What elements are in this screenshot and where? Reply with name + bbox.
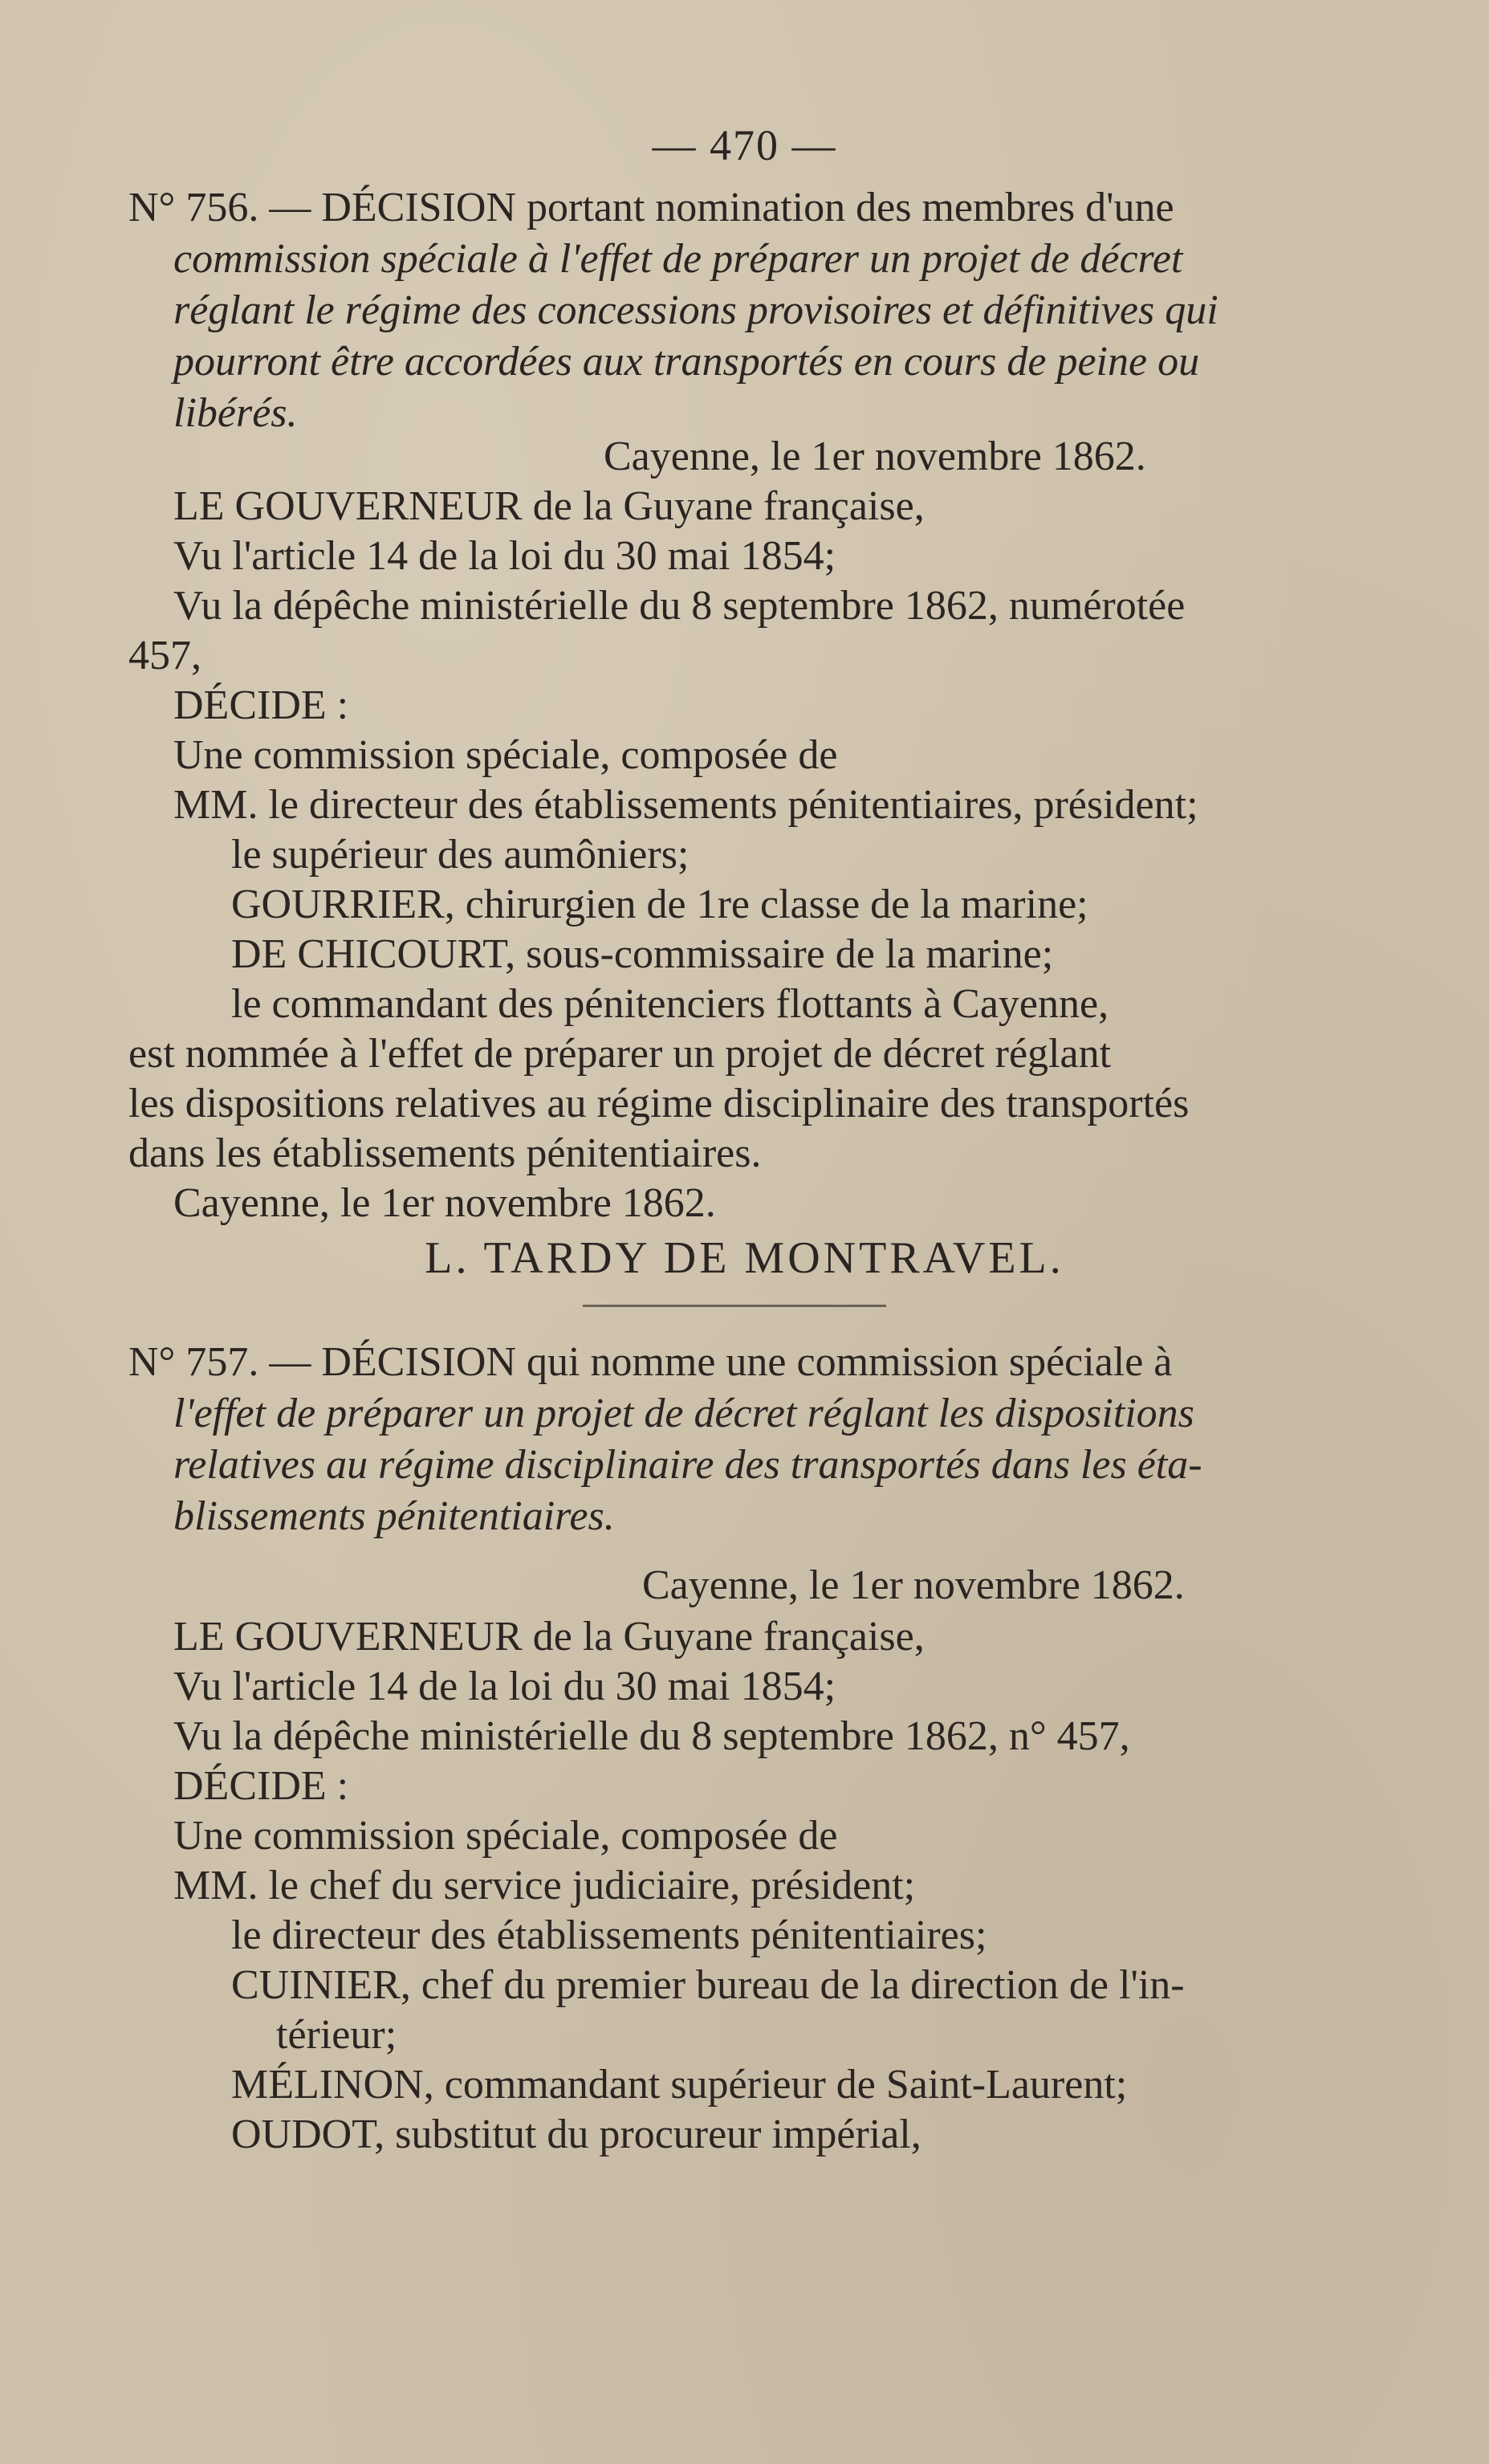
decision-757-body-line-6: MM. le chef du service judiciaire, président; [173, 1863, 916, 1908]
page-number: — 470 — [652, 121, 837, 169]
decision-756-body-line-13: les dispositions relatives au régime disciplinaire des transportés [128, 1081, 1190, 1126]
decision-756-heading-line-3: réglant le régime des concessions provisoires et définitives qui [173, 287, 1218, 333]
decision-757-heading-line-4: blissements pénitentiaires. [173, 1493, 615, 1539]
decision-756-heading-line-1: N° 756. — DÉCISION portant nomination des membres d'une [128, 185, 1174, 230]
decision-756-body-line-2: Vu l'article 14 de la loi du 30 mai 1854; [173, 533, 836, 579]
decision-757-body-line-2: Vu l'article 14 de la loi du 30 mai 1854; [173, 1664, 836, 1709]
decision-756-body-line-11: le commandant des pénitenciers flottants à Cayenne, [231, 981, 1109, 1027]
decision-757-body-line-10: MÉLINON, commandant supérieur de Saint-Laurent; [231, 2062, 1128, 2108]
decision-757-body-line-11: OUDOT, substitut du procureur impérial, [231, 2112, 921, 2157]
decision-757-body-line-9: térieur; [276, 2012, 397, 2058]
decision-756-body-line-4: 457, [128, 633, 201, 678]
decision-757-heading-line-1: N° 757. — DÉCISION qui nomme une commission spéciale à [128, 1339, 1173, 1385]
decision-757-dateline: Cayenne, le 1er novembre 1862. [642, 1562, 1185, 1608]
decision-757-body-line-3: Vu la dépêche ministérielle du 8 septembre 1862, n° 457, [173, 1713, 1130, 1759]
decision-756-body-line-10: DE CHICOURT, sous-commissaire de la marine; [231, 931, 1054, 977]
decision-756-body-line-5: DÉCIDE : [173, 682, 349, 728]
decision-756-body-line-12: est nommée à l'effet de préparer un projet de décret réglant [128, 1031, 1112, 1077]
decision-757-body-line-7: le directeur des établissements pénitentiaires; [231, 1912, 987, 1958]
decision-756-body-line-6: Une commission spéciale, composée de [173, 732, 838, 778]
decision-756-body-line-7: MM. le directeur des établissements pénitentiaires, président; [173, 782, 1198, 828]
decision-757-body-line-8: CUINIER, chef du premier bureau de la direction de l'in- [231, 1962, 1185, 2008]
decision-756-body-line-9: GOURRIER, chirurgien de 1re classe de la marine; [231, 882, 1088, 927]
decision-756-body-line-1: LE GOUVERNEUR de la Guyane française, [173, 483, 925, 529]
decision-756-body-line-15: Cayenne, le 1er novembre 1862. [173, 1180, 716, 1226]
decision-756-heading-line-4: pourront être accordées aux transportés en cours de peine ou [173, 339, 1200, 385]
decision-757-heading-line-3: relatives au régime disciplinaire des transportés dans les éta- [173, 1442, 1202, 1488]
decision-756-heading-line-2: commission spéciale à l'effet de préparer un projet de décret [173, 236, 1183, 282]
decision-756-heading-line-5: libérés. [173, 390, 298, 436]
decision-756-body-line-3: Vu la dépêche ministérielle du 8 septembre 1862, numérotée [173, 583, 1186, 629]
decision-756-dateline: Cayenne, le 1er novembre 1862. [604, 434, 1146, 479]
section-divider [583, 1305, 886, 1307]
decision-757-body-line-4: DÉCIDE : [173, 1763, 349, 1809]
decision-756-signature: L. TARDY DE MONTRAVEL. [425, 1233, 1064, 1283]
decision-757-body-line-5: Une commission spéciale, composée de [173, 1813, 838, 1859]
decision-757-heading-line-2: l'effet de préparer un projet de décret réglant les dispositions [173, 1391, 1194, 1436]
decision-757-body-line-1: LE GOUVERNEUR de la Guyane française, [173, 1614, 925, 1660]
decision-756-body-line-14: dans les établissements pénitentiaires. [128, 1130, 762, 1176]
decision-756-body-line-8: le supérieur des aumôniers; [231, 832, 690, 878]
